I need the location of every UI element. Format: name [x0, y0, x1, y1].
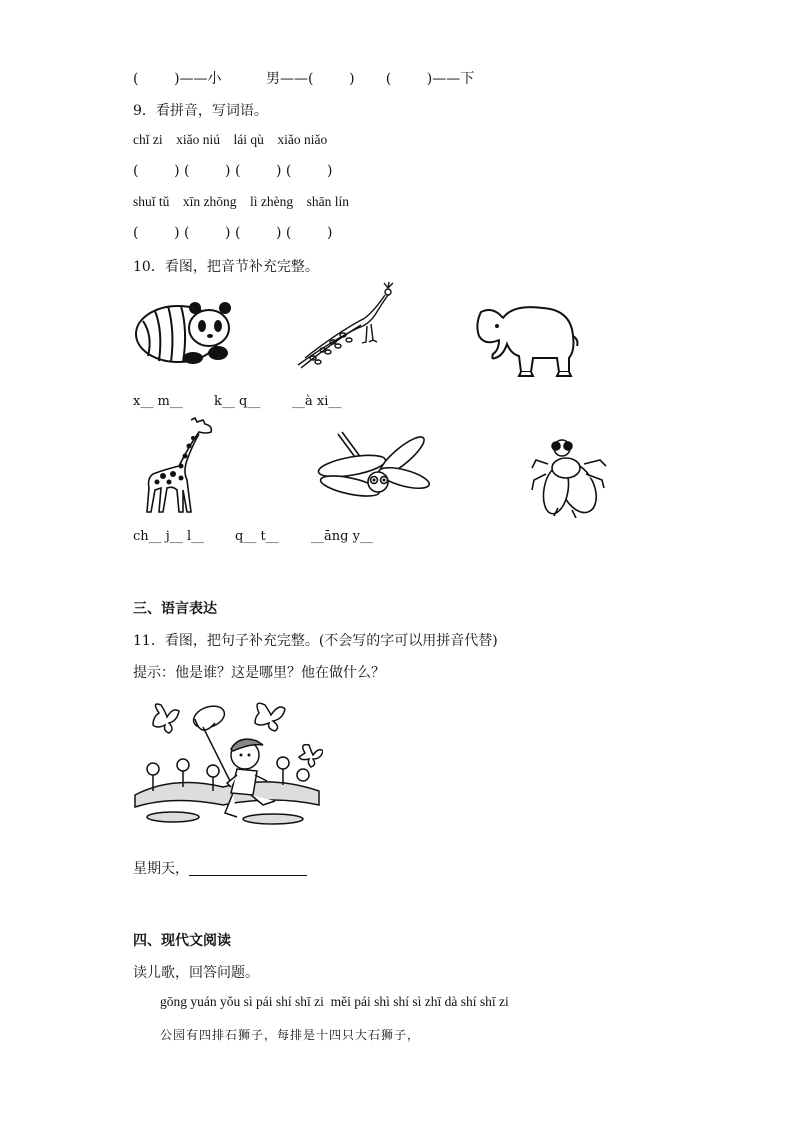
label-peacock: k__ q__	[214, 394, 261, 409]
label-dragonfly: q__ t__	[235, 529, 279, 544]
label-elephant: __à xi__	[292, 394, 342, 409]
q9-pinyin-row-2: shuǐ tǔ xīn zhōng lì zhèng shān lín	[133, 194, 349, 209]
label-fly: __āng y__	[311, 529, 373, 544]
q9-title: 9．看拼音，写词语。	[133, 103, 268, 119]
dragonfly-icon	[316, 430, 431, 505]
rhyme-pinyin-line: gōng yuán yǒu sì pái shí shī zi měi pái shì shí sì zhī dà shí shī zi	[160, 994, 509, 1009]
fly-icon	[528, 430, 613, 518]
elephant-icon	[473, 296, 583, 378]
q9-blanks-row-1[interactable]: ( ) ( ) ( ) ( )	[133, 163, 333, 179]
q11-hint: 提示：他是谁？这是哪里？他在做什么？	[133, 665, 385, 681]
label-panda: x__ m__	[133, 394, 183, 409]
q11-title: 11．看图，把句子补充完整。(不会写的字可以用拼音代替)	[133, 633, 498, 649]
q9-pinyin-row-1: chǐ zi xiǎo niú lái qù xiǎo niǎo	[133, 132, 328, 147]
reading-instruction: 读儿歌，回答问题。	[133, 965, 259, 981]
giraffe-icon	[133, 416, 218, 516]
panda-icon	[133, 296, 233, 366]
section-4-heading: 四、现代文阅读	[133, 933, 231, 949]
peacock-icon	[293, 280, 398, 370]
sentence-start: 星期天，	[133, 861, 189, 877]
answer-blank[interactable]	[189, 875, 307, 876]
label-giraffe: ch__ j__ l__	[133, 529, 205, 544]
q9-blanks-row-2[interactable]: ( ) ( ) ( ) ( )	[133, 225, 333, 241]
rhyme-text-line: 公园有四排石狮子，每排是十四只大石狮子，	[160, 1028, 421, 1042]
section-3-heading: 三、语言表达	[133, 601, 217, 617]
q8-answer-line: ( )——小 男——( ) ( )——下	[133, 71, 475, 87]
q10-title: 10．看图，把音节补充完整。	[133, 259, 319, 275]
boy-catching-butterflies-image	[133, 695, 323, 835]
